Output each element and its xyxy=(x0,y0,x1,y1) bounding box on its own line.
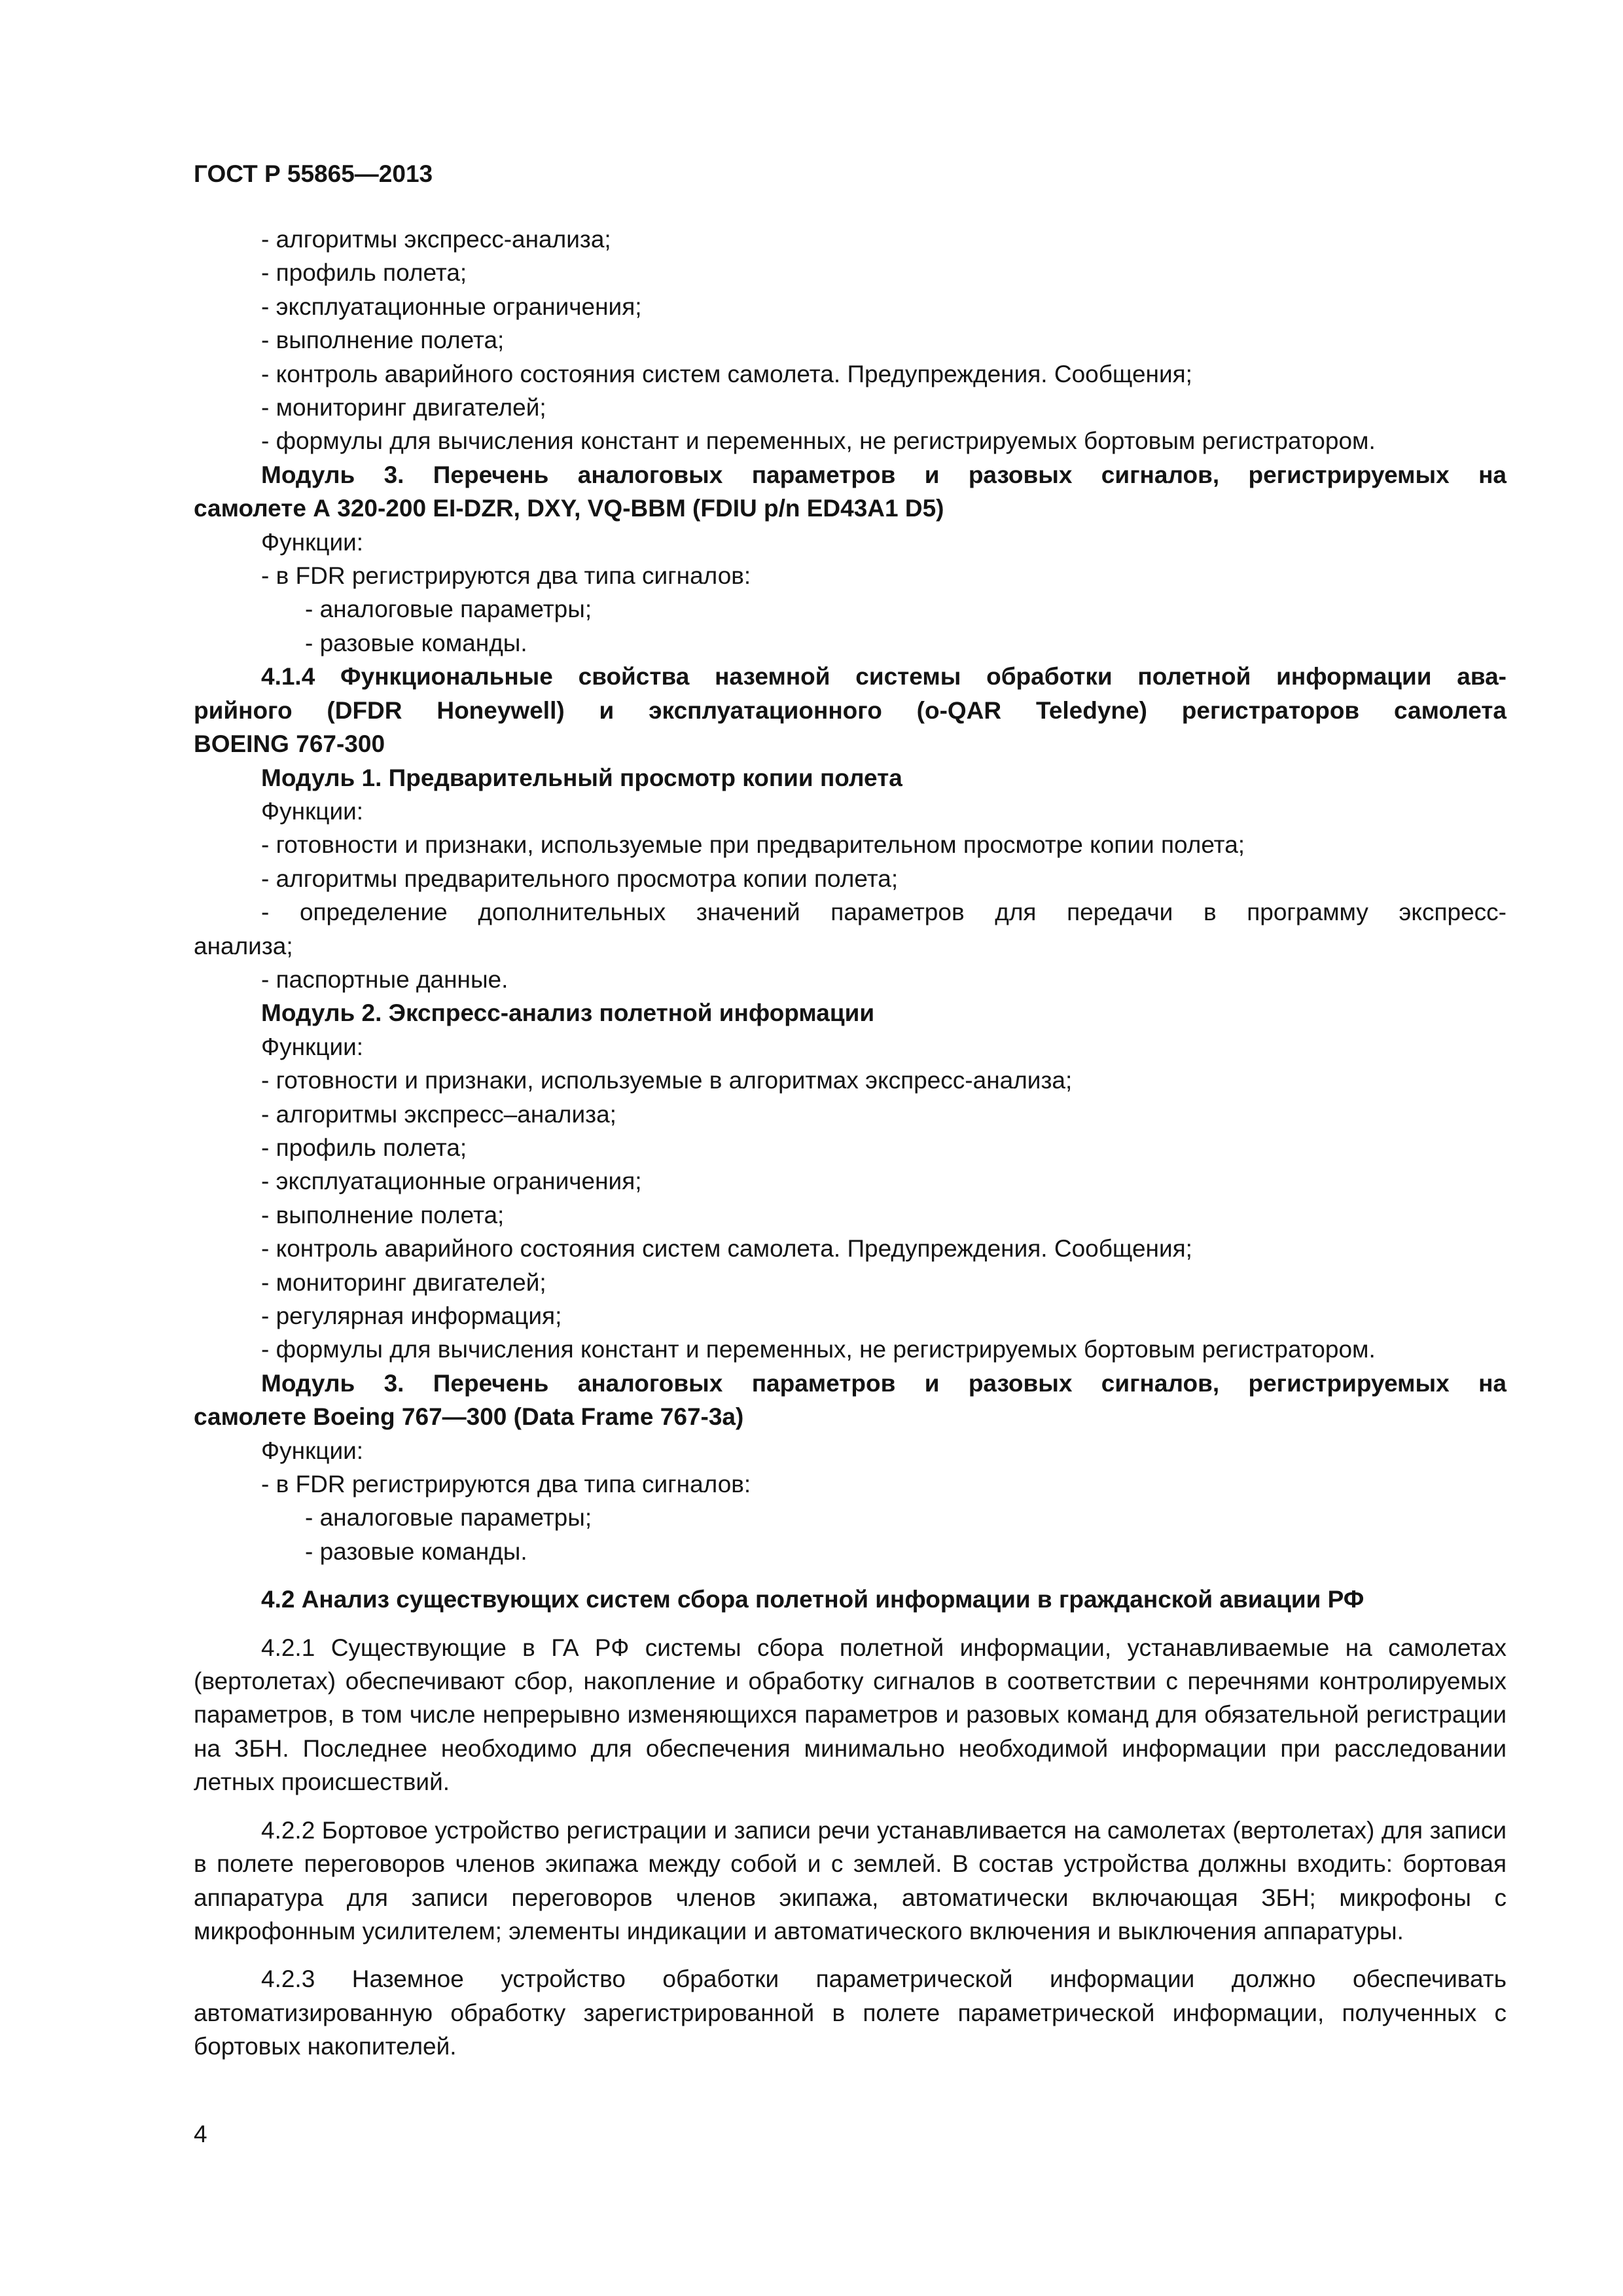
list-item: - определение дополнительных значений параметров для передачи в программу экспресс- xyxy=(261,899,1507,926)
paragraph-422: 4.2.2 Бортовое устройство регистрации и записи речи устанавливается на самолетах (вертолетах) для записи в полете переговоров членов экипажа между собой и с землей. В состав устройства должны входить: бортовая аппаратура для записи переговоров членов экипажа, автоматически включающая ЗБН; микрофоны с микрофонным усилителем; элементы индикации и автоматического включения и выключения аппаратуры. xyxy=(194,1816,1507,1945)
list-item: - контроль аварийного состояния систем самолета. Предупреждения. Сообщения; xyxy=(261,1235,1192,1263)
module3-heading-a320: Модуль 3. Перечень аналоговых параметров и разовых сигналов, регистрируемых на xyxy=(261,461,1507,488)
module1-heading: Модуль 1. Предварительный просмотр копии полета xyxy=(261,764,902,791)
list-item: - готовности и признаки, используемые в алгоритмах экспресс-анализа; xyxy=(261,1067,1073,1094)
list-item: - готовности и признаки, используемые при предварительном просмотре копии полета; xyxy=(261,831,1245,859)
list-item: - формулы для вычисления констант и переменных, не регистрируемых бортовым регистратором. xyxy=(261,427,1376,455)
functions-label: Функции: xyxy=(261,1437,364,1464)
list-item: - алгоритмы экспресс-анализа; xyxy=(261,226,611,253)
list-item: - контроль аварийного состояния систем самолета. Предупреждения. Сообщения; xyxy=(261,360,1192,387)
list-item: - формулы для вычисления констант и переменных, не регистрируемых бортовым регистратором. xyxy=(261,1336,1376,1363)
module2-heading: Модуль 2. Экспресс-анализ полетной информации xyxy=(261,999,875,1027)
list-item: - в FDR регистрируются два типа сигналов: xyxy=(261,1471,751,1498)
list-item: - выполнение полета; xyxy=(261,1201,505,1229)
list-item: - паспортные данные. xyxy=(261,965,508,993)
list-item: - регулярная информация; xyxy=(261,1302,562,1329)
document-header: ГОСТ Р 55865—2013 xyxy=(194,160,433,187)
functions-label: Функции: xyxy=(261,1033,364,1060)
section-414-heading-end: BOEING 767-300 xyxy=(194,730,385,758)
list-item: - аналоговые параметры; xyxy=(305,1504,592,1532)
module3-heading-b767-cont: самолете Boeing 767—300 (Data Frame 767-3a) xyxy=(194,1403,744,1431)
list-item: - мониторинг двигателей; xyxy=(261,1268,546,1296)
functions-label: Функции: xyxy=(261,528,364,556)
list-item: - в FDR регистрируются два типа сигналов: xyxy=(261,562,751,590)
paragraph-423: 4.2.3 Наземное устройство обработки параметрической информации должно обеспечивать автоматизированную обработку зарегистрированной в полете параметрической информации, полученных с бортовых накопителей. xyxy=(194,1965,1507,2060)
page-content xyxy=(194,223,1507,2064)
list-item: - профиль полета; xyxy=(261,1134,467,1161)
section-414-heading: 4.1.4 Функциональные свойства наземной системы обработки полетной информации ава- xyxy=(261,663,1507,691)
module3-heading-a320-cont: самолете А 320-200 EI-DZR, DXY, VQ-BBM (FDIU p/n ED43A1 D5) xyxy=(194,495,944,522)
list-item: - эксплуатационные ограничения; xyxy=(261,1168,642,1195)
list-item: - разовые команды. xyxy=(305,629,527,656)
list-item: - профиль полета; xyxy=(261,259,467,287)
section-414-heading-cont: рийного (DFDR Honeywell) и эксплуатационного (o-QAR Teledyne) регистраторов самолета xyxy=(194,696,1507,724)
paragraph-421: 4.2.1 Существующие в ГА РФ системы сбора полетной информации, устанавливаемые на самолетах (вертолетах) обеспечивают сбор, накопление и обработку сигналов в соответствии с перечнями контролируемых параметров, в том числе непрерывно изменяющихся параметров и разовых команд для обязательной регистрации на ЗБН. Последнее необходимо для обеспечения минимально необходимой информации при расследовании летных происшествий. xyxy=(194,1634,1507,1796)
section-42-heading: 4.2 Анализ существующих систем сбора полетной информации в гражданской авиации РФ xyxy=(261,1586,1364,1613)
page-number: 4 xyxy=(194,2121,207,2147)
list-item: - мониторинг двигателей; xyxy=(261,394,546,422)
list-item: - алгоритмы экспресс–анализа; xyxy=(261,1100,616,1128)
functions-label: Функции: xyxy=(261,797,364,825)
list-item: - алгоритмы предварительного просмотра копии полета; xyxy=(261,865,899,892)
list-item-cont: анализа; xyxy=(194,932,293,960)
list-item: - разовые команды. xyxy=(305,1537,527,1565)
list-item: - выполнение полета; xyxy=(261,327,505,354)
list-item: - эксплуатационные ограничения; xyxy=(261,293,642,320)
list-item: - аналоговые параметры; xyxy=(305,596,592,623)
module3-heading-b767: Модуль 3. Перечень аналоговых параметров и разовых сигналов, регистрируемых на xyxy=(261,1369,1507,1397)
